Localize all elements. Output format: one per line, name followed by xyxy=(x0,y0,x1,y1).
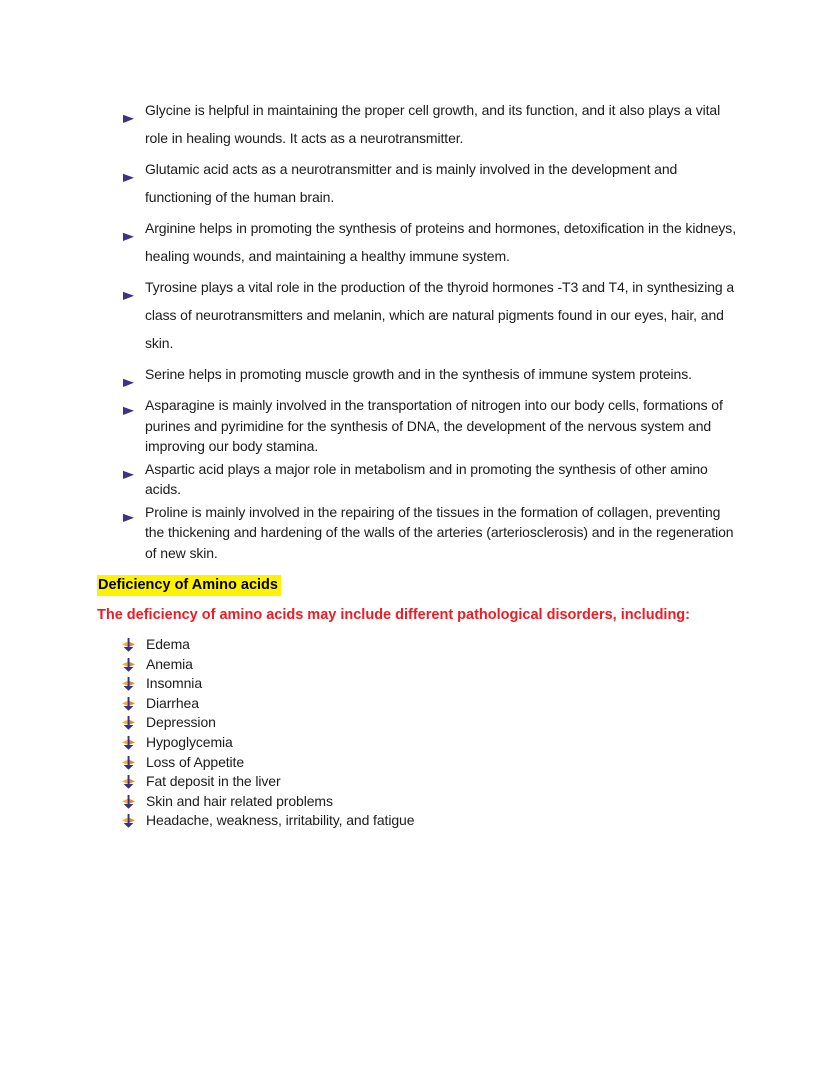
right-triangle-bullet-icon xyxy=(123,369,135,397)
deficiency-item xyxy=(97,635,736,655)
deficiency-item xyxy=(97,674,736,694)
amino-point-text: Serine helps in promoting muscle growth and in the synthesis of immune system proteins. xyxy=(145,366,692,382)
amino-point xyxy=(97,360,736,388)
right-triangle-bullet-icon xyxy=(123,105,135,133)
amino-point xyxy=(97,459,736,500)
amino-point-text: Tyrosine plays a vital role in the production of the thyroid hormones -T3 and T4, in synthesizing a class of neurotransmitters and melanin, which are natural pigments found in our eyes, hair, and skin. xyxy=(145,279,735,351)
right-triangle-bullet-icon xyxy=(123,465,135,486)
amino-point xyxy=(97,214,736,270)
deficiency-item xyxy=(97,772,736,792)
amino-point-text: Aspartic acid plays a major role in metabolism and in promoting the synthesis of other amino acids. xyxy=(145,460,708,497)
amino-point-text: Asparagine is mainly involved in the transportation of nitrogen into our body cells, formations of purines and pyrimidine for the synthesis of DNA, the development of the nervous system and improving our body stamina. xyxy=(145,397,723,454)
deficiency-item-text: Skin and hair related problems xyxy=(146,792,333,809)
deficiency-item-text: Hypoglycemia xyxy=(146,733,233,750)
deficiency-item xyxy=(97,694,736,714)
deficiency-item xyxy=(97,811,736,831)
deficiency-item xyxy=(97,655,736,675)
deficiency-item-text: Depression xyxy=(146,714,216,731)
deficiency-item-text: Anemia xyxy=(146,655,193,672)
amino-point xyxy=(97,273,736,357)
deficiency-disorders-list xyxy=(97,635,736,831)
deficiency-item xyxy=(97,753,736,773)
right-triangle-bullet-icon xyxy=(123,223,135,251)
deficiency-item-text: Insomnia xyxy=(146,675,203,692)
amino-point-text: Arginine helps in promoting the synthesis of proteins and hormones, detoxification in the kidneys, healing wounds, and maintaining a healthy immune system. xyxy=(145,220,736,264)
amino-point xyxy=(97,502,736,564)
amino-point-text: Proline is mainly involved in the repairing of the tissues in the formation of collagen, preventing the thickening and hardening of the walls of the arteries (arteriosclerosis) and in the regeneration of new skin. xyxy=(145,503,734,561)
highlighted-heading-text: Deficiency of Amino acids xyxy=(97,575,281,596)
deficiency-item xyxy=(97,792,736,812)
deficiency-item xyxy=(97,733,736,753)
amino-point xyxy=(97,96,736,152)
deficiency-item xyxy=(97,713,736,733)
down-dart-bullet-icon xyxy=(122,814,135,834)
deficiency-item-text: Edema xyxy=(146,636,190,652)
right-triangle-bullet-icon xyxy=(123,282,135,310)
amino-acid-functions-list xyxy=(97,96,736,563)
amino-point xyxy=(97,155,736,211)
deficiency-intro-text: The deficiency of amino acids may include different pathological disorders, including: xyxy=(97,607,690,623)
amino-point-text: Glycine is helpful in maintaining the proper cell growth, and its function, and it also plays a vital role in healing wounds. It acts as a neurotransmitter. xyxy=(145,102,721,146)
deficiency-item-text: Headache, weakness, irritability, and fatigue xyxy=(146,812,415,829)
right-triangle-bullet-icon xyxy=(123,164,135,192)
deficiency-item-text: Loss of Appetite xyxy=(146,753,245,770)
right-triangle-bullet-icon xyxy=(123,508,135,529)
amino-point-text: Glutamic acid acts as a neurotransmitter and is mainly involved in the development and functioning of the human brain. xyxy=(145,161,678,205)
right-triangle-bullet-icon xyxy=(123,401,135,422)
amino-point xyxy=(97,395,736,457)
deficiency-item-text: Diarrhea xyxy=(146,694,199,711)
deficiency-item-text: Fat deposit in the liver xyxy=(146,773,281,790)
section-heading xyxy=(97,575,736,595)
